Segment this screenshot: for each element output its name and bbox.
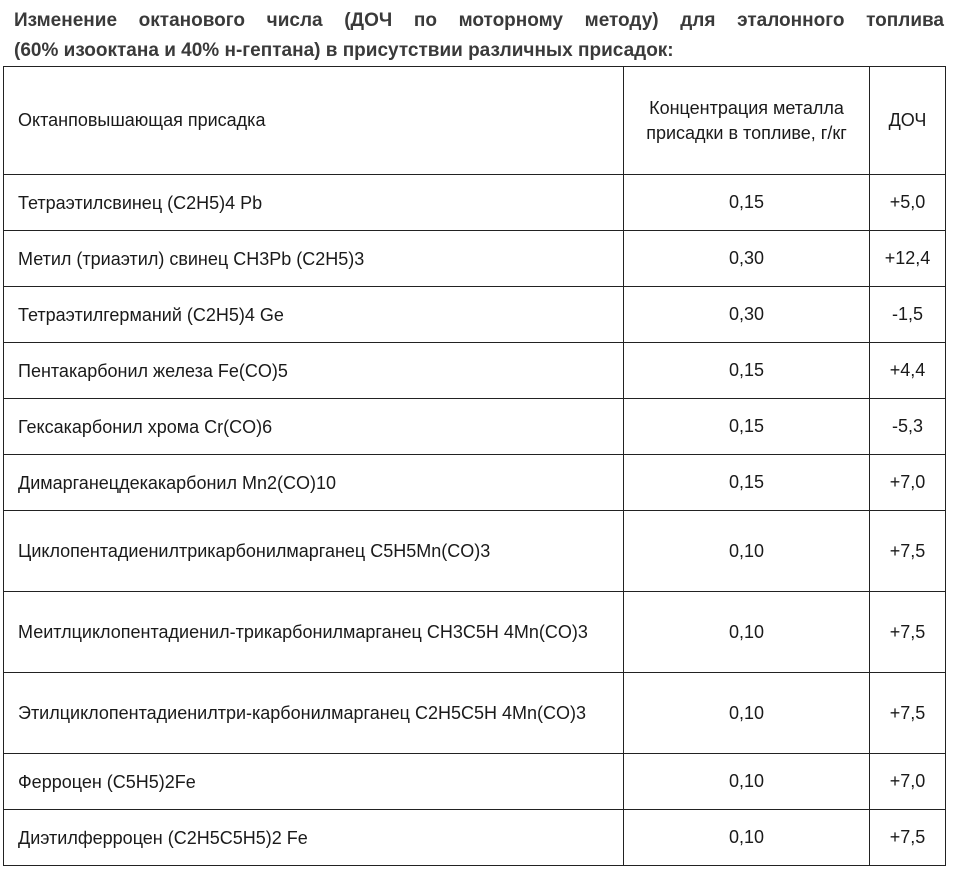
caption-line-1: Изменение октанового числа (ДОЧ по моторному методу) для эталонного топлива [14,10,944,31]
table-row [4,455,946,511]
metal-concentration: 0,15 [624,175,870,231]
metal-concentration: 0,10 [624,673,870,754]
additive-name: Диэтилферроцен (C2H5C5H5)2 Fe [4,810,624,866]
additive-name: Метил (триаэтил) свинец CH3Pb (C2H5)3 [4,231,624,287]
table-row [4,673,946,754]
table-row [4,175,946,231]
additive-name: Ферроцен (C5H5)2Fe [4,754,624,810]
metal-concentration: 0,15 [624,399,870,455]
table-row [4,287,946,343]
metal-concentration: 0,10 [624,810,870,866]
additive-name: Этилциклопентадиенилтри-карбонилмарганец C2H5C5H 4Mn(CO)3 [4,673,624,754]
additives-table [3,66,946,866]
table-row [4,343,946,399]
additive-name: Меитлциклопентадиенил-трикарбонилмарганец CH3C5H 4Mn(CO)3 [4,592,624,673]
table-row [4,754,946,810]
table-header-row [4,67,946,175]
don-value: +7,5 [870,592,946,673]
table-caption [14,6,944,66]
caption-line-2: (60% изооктана и 40% н-гептана) в присутствии различных присадок: [14,40,674,61]
don-value: +7,5 [870,673,946,754]
metal-concentration: 0,10 [624,511,870,592]
table-row [4,592,946,673]
metal-concentration: 0,10 [624,754,870,810]
additive-name: Гексакарбонил хрома Cr(CO)6 [4,399,624,455]
additive-name: Тетраэтилгерманий (C2H5)4 Ge [4,287,624,343]
additive-name: Тетраэтилсвинец (C2H5)4 Pb [4,175,624,231]
don-value: +7,0 [870,754,946,810]
metal-concentration: 0,15 [624,455,870,511]
additive-name: Циклопентадиенилтрикарбонилмарганец C5H5Mn(CO)3 [4,511,624,592]
additive-name: Пентакарбонил железа Fe(CO)5 [4,343,624,399]
header-don: ДОЧ [870,67,946,175]
header-additive: Октанповышающая присадка [4,67,624,175]
table-row [4,511,946,592]
don-value: +7,0 [870,455,946,511]
additive-name: Димарганецдекакарбонил Mn2(CO)10 [4,455,624,511]
table-row [4,810,946,866]
metal-concentration: 0,30 [624,231,870,287]
don-value: +7,5 [870,511,946,592]
don-value: +5,0 [870,175,946,231]
metal-concentration: 0,15 [624,343,870,399]
table-row [4,399,946,455]
table-row [4,231,946,287]
header-concentration: Концентрация металла присадки в топливе, г/кг [624,67,870,175]
don-value: -1,5 [870,287,946,343]
don-value: +12,4 [870,231,946,287]
don-value: +4,4 [870,343,946,399]
don-value: -5,3 [870,399,946,455]
metal-concentration: 0,30 [624,287,870,343]
metal-concentration: 0,10 [624,592,870,673]
don-value: +7,5 [870,810,946,866]
